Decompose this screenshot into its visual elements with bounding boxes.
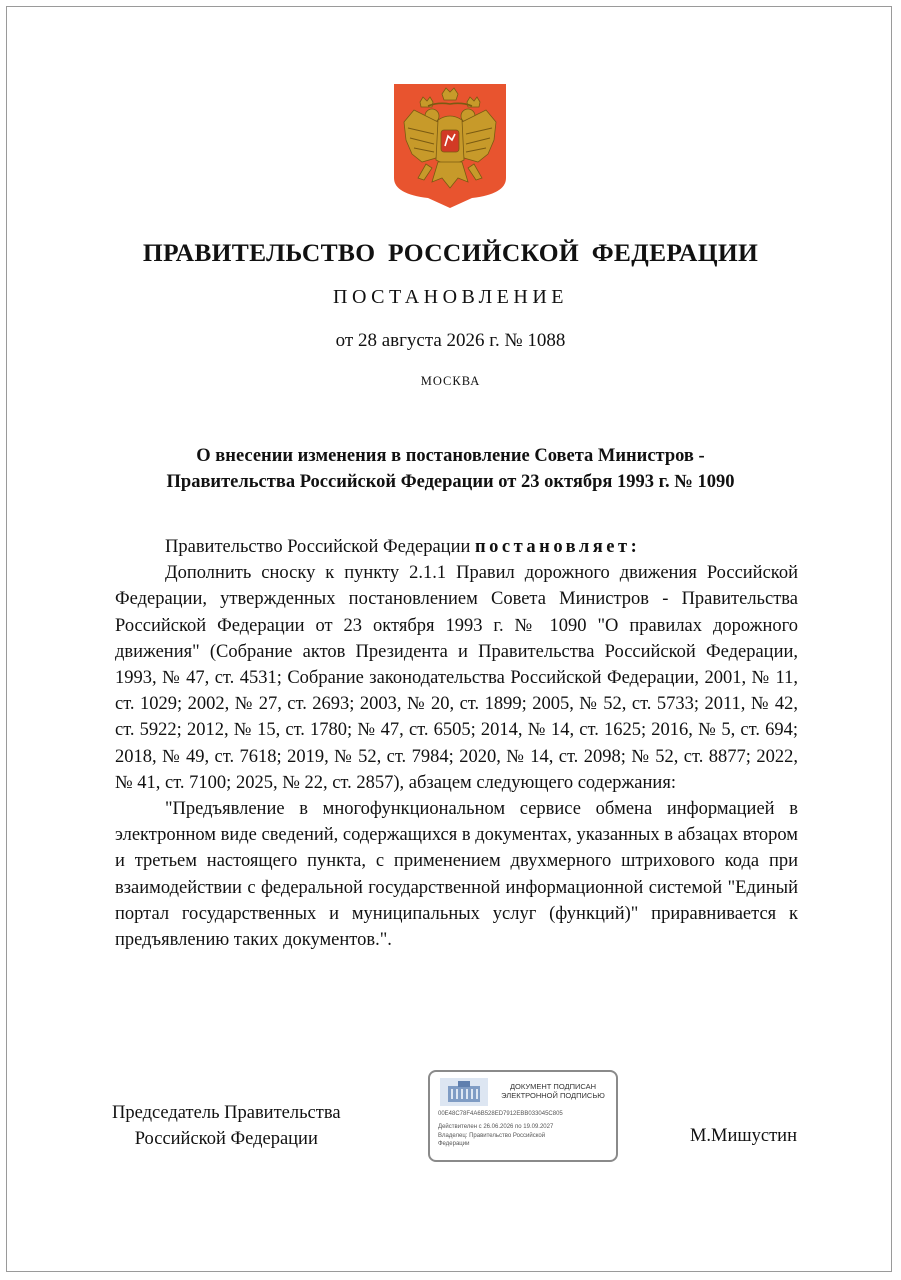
stamp-header-line-1: ДОКУМЕНТ ПОДПИСАН xyxy=(509,1082,597,1091)
amendment-paragraph: Дополнить сноску к пункту 2.1.1 Правил дорожного движения Российской Федерации, утвержденных постановлением Совета Министров - Правительства Российской Федерации от 23 октября 1993 г. № 1090 "О правилах дорожного движения" (Собрание актов Президента и Правительства Российской Федерации, 1993, № 47, ст. 4531; Собрание законодательства Российской Федерации, 2001, № 11, ст. 1029; 2002, № 27, ст. 2693; 2003, № 20, ст. 1899; 2005, № 52, ст. 5733; 2011, № 42, ст. 5922; 2012, № 15, ст. 1780; № 47, ст. 6505; 2014, № 14, ст. 1625; 2016, № 5, ст. 694; 2018, № 49, ст. 7618; 2019, № 52, ст. 7984; 2020, № 14, ст. 2098; № 52, ст. 8877; 2022, № 41, ст. 7100; 2025, № 22, ст. 2857), абзацем следующего содержания: xyxy=(115,563,798,793)
stamp-header xyxy=(494,1082,612,1100)
signer-name: М.Мишустин xyxy=(689,1126,797,1146)
document-subject xyxy=(100,443,801,495)
stamp-validity: Действителен с 26.06.2026 по 19.09.2027 xyxy=(438,1124,554,1130)
signer-position-line-2: Российской Федерации xyxy=(134,1129,318,1149)
resolution-paragraph xyxy=(115,534,798,560)
subject-line-1: О внесении изменения в постановление Совета Министров - xyxy=(196,446,705,466)
government-title: ПРАВИТЕЛЬСТВО РОССИЙСКОЙ ФЕДЕРАЦИИ xyxy=(142,238,759,267)
stamp-certificate: 00E48C78F4A6B528ED7912EBB033045C805 xyxy=(438,1111,563,1117)
signer-position-line-1: Председатель Правительства xyxy=(112,1103,341,1123)
resolution-lead: Правительство Российской Федерации xyxy=(165,537,475,557)
signer-position xyxy=(112,1100,341,1152)
government-building-icon xyxy=(440,1078,488,1106)
document-type: ПОСТАНОВЛЕНИЕ xyxy=(333,286,568,308)
resolution-keyword: постановляет: xyxy=(475,537,641,557)
stamp-header-line-2: ЭЛЕКТРОННОЙ ПОДПИСЬЮ xyxy=(501,1091,605,1100)
document-body xyxy=(115,534,798,953)
document-date-number: от 28 августа 2026 г. № 1088 xyxy=(335,330,566,351)
document-city: МОСКВА xyxy=(420,374,481,388)
quoted-text-paragraph: "Предъявление в многофункциональном сервисе обмена информацией в электронном виде сведений, содержащихся в документах, указанных в абзацах втором и третьем настоящего пункта, с применением двухмерного штрихового кода при взаимодействии с федеральной государственной информационной системой "Единый портал государственных и муниципальных услуг (функций)" приравнивается к предъявлению таких документов.". xyxy=(115,799,799,951)
stamp-owner-line-1: Владелец: Правительство Российской xyxy=(438,1133,546,1139)
stamp-owner-line-2: Федерации xyxy=(438,1141,470,1147)
subject-line-2: Правительства Российской Федерации от 23 октября 1993 г. № 1090 xyxy=(166,472,735,492)
electronic-signature-stamp xyxy=(428,1070,618,1162)
coat-of-arms-icon xyxy=(392,82,508,210)
